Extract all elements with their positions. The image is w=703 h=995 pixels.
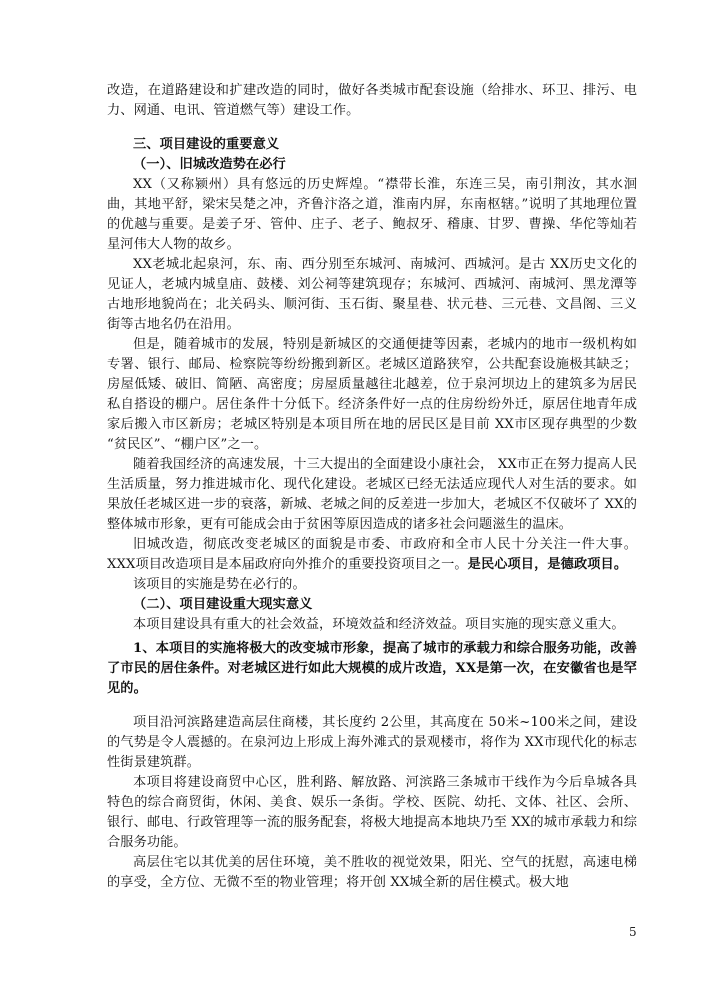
renovation-text: 旧城改造，彻底改变老城区的面貌是市委、市政府和全市人民十分关注一件大事。XXX项目改造项目是本届政府向外推介的重要投资项目之一。 bbox=[107, 537, 637, 572]
renovation-emphasis: 是民心项目，是德政项目。 bbox=[467, 557, 628, 572]
section-heading: 三、项目建设的重要意义 bbox=[133, 137, 280, 152]
paragraph-housing: 高层住宅以其优美的居住环境，美不胜收的视觉效果，阳光、空气的抚慰，高速电梯的享受，全方位、无微不至的物业管理；将开创 XX城全新的居住模式。极大地 bbox=[107, 855, 637, 890]
paragraph-history: XX（又称颍州）具有悠远的历史辉煌。“襟带长淮，东连三吴，南引荆汝，其水洄曲，其地平舒，梁宋吴楚之冲，齐鲁汴洛之道，淮南内屏，东南枢辖。”说明了其地理位置的优越与重要。是姜子牙、管仲、庄子、老子、鲍叔牙、稽康、甘罗、曹操、华佗等灿若星河伟大人物的故乡。 bbox=[107, 177, 637, 252]
paragraph-riverside: 项目沿河滨路建造高层住商楼，其长度约 2公里，其高度在 50米~100米之间，建设的气势是令人震撼的。在泉河边上形成上海外滩式的景观楼市，将作为 XX市现代化的标志性街景建筑群。 bbox=[107, 715, 637, 770]
paragraph-old-city: XX老城北起泉河，东、南、西分别至东城河、南城河、西城河。是古 XX历史文化的见证人，老城内城皇庙、鼓楼、刘公祠等建筑现存；东城河、西城河、南城河、黑龙潭等古地形地貌尚在；北关码头、顺河街、玉石街、聚星巷、状元巷、三元巷、文昌阁、三义街等古地名仍在沿用。 bbox=[107, 257, 637, 332]
paragraph-point-1: 1、本项目的实施将极大的改变城市形象，提高了城市的承载力和综合服务功能，改善了市民的居住条件。对老城区进行如此大规模的成片改造，XX是第一次，在安徽省也是罕见的。 bbox=[107, 641, 637, 696]
paragraph-development: 随着我国经济的高速发展，十三大提出的全面建设小康社会， XX市正在努力提高人民生活质量，努力推进城市化、现代化建设。老城区已经无法适应现代人对生活的要求。如果放任老城区进一步的衰落，新城、老城之间的反差进一步加大，老城区不仅破坏了 XX的整体城市形象，更有可能成会由于贫困等原因造成的诸多社会问题滋生的温床。 bbox=[107, 457, 637, 532]
subsection-heading: （一）、旧城改造势在必行 bbox=[133, 157, 286, 172]
paragraph-necessity: 该项目的实施是势在必行的。 bbox=[133, 577, 306, 592]
paragraph-renovation bbox=[107, 535, 637, 575]
paragraph-continuation: 改造，在道路建设和扩建改造的同时，做好各类城市配套设施（给排水、环卫、排污、电力、网通、电讯、管道燃气等）建设工作。 bbox=[107, 83, 637, 118]
paragraph-significance: 本项目建设具有重大的社会效益，环境效益和经济效益。项目实施的现实意义重大。 bbox=[133, 617, 625, 632]
paragraph-commerce: 本项目将建设商贸中心区，胜利路、解放路、河滨路三条城市干线作为今后阜城各具特色的综合商贸街，休闲、美食、娱乐一条街。学校、医院、幼托、文体、社区、会所、银行、邮电、行政管理等一流的服务配套，将极大地提高本地块乃至 XX的城市承载力和综合服务功能。 bbox=[107, 775, 637, 850]
paragraph-decline: 但是，随着城市的发展，特别是新城区的交通便捷等因素，老城内的地市一级机构如专署、银行、邮局、检察院等纷纷搬到新区。老城区道路狭窄，公共配套设施极其缺乏；房屋低矮、破旧、简陋、高密度；房屋质量越往北越差，位于泉河坝边上的建筑多为居民私自搭设的棚户。居住条件十分低下。经济条件好一点的住房纷纷外迁，原居住地青年成家后搬入市区新房；老城区特别是本项目所在地的居民区是目前 XX市区现存典型的少数 “贫民区”、“棚户区”之一。 bbox=[107, 337, 637, 452]
subsection-heading-2: （二）、项目建设重大现实意义 bbox=[133, 597, 313, 612]
document-body bbox=[107, 81, 637, 893]
page-number: 5 bbox=[629, 925, 637, 939]
